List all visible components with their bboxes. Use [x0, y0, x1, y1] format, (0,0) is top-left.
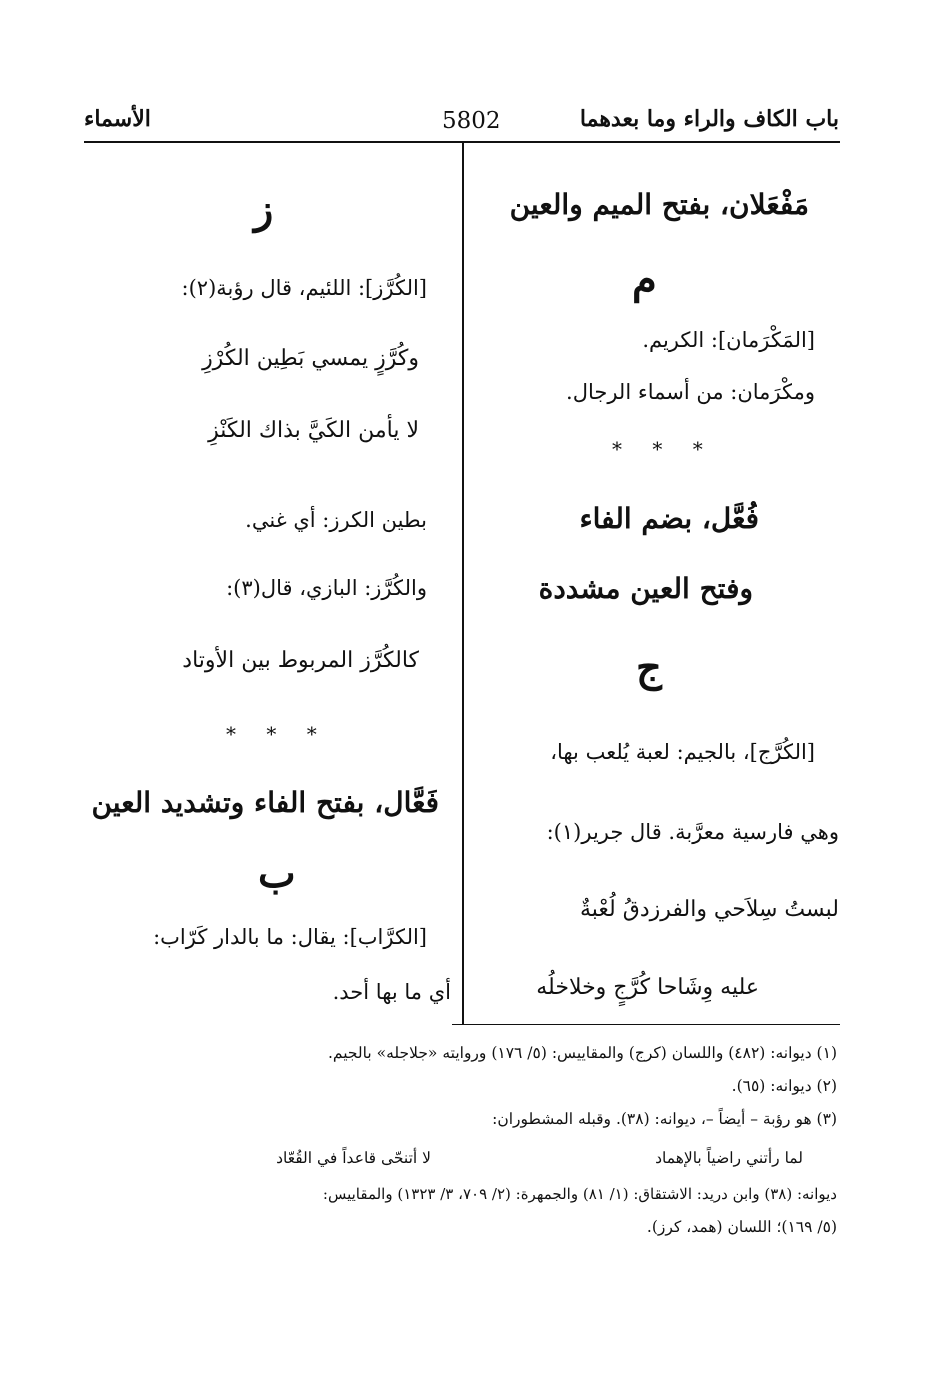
entry-makraman: [المَكْرَمان]: الكريم. — [642, 328, 815, 352]
verse-ruba-1: وكُرَّزٍ يمسي بَطِين الكُرْزِ — [202, 346, 419, 371]
letter-heading-zay: ز — [254, 186, 274, 233]
footnote-3-sources-cont: (٥/ ١٦٩)؛ اللسان (همد، كرز). — [646, 1218, 837, 1236]
entry-karrab: [الكرَّاب]: يقال: ما بالدار كَرّاب: — [153, 925, 427, 949]
footnote-3: (٣) هو رؤبة – أيضاً –، ديوانه: (٣٨). وقبله المشطوران: — [492, 1110, 837, 1128]
letter-heading-ba: ب — [258, 850, 296, 897]
section-heading-fuaal-cont: وفتح العين مشددة — [538, 572, 753, 605]
verse-jarir-2: عليه وِشَاحا كُرَّجٍ وخلاخلُه — [536, 975, 759, 1000]
footnote-3-verse-a: لما رأتني راضياً بالإهماد — [655, 1149, 803, 1167]
gloss-batin: بطين الكرز: أي غني. — [245, 508, 427, 532]
section-heading-fuaal: فُعَّل، بضم الفاء — [579, 502, 759, 535]
column-divider — [462, 143, 464, 1025]
running-header-chapter: باب الكاف والراء وما بعدهما — [579, 106, 839, 132]
footnote-3-verse-b: لا أتنحّى قاعداً في القُعّاد — [276, 1149, 431, 1167]
entry-kurraj-note: وهي فارسية معرَّبة. قال جرير(١): — [546, 820, 839, 844]
section-heading-faaal: فَعَّال، بفتح الفاء وتشديد العين — [91, 786, 439, 819]
letter-heading-mim: م — [632, 256, 657, 303]
running-header-section: الأسماء — [84, 106, 151, 132]
footnote-rule — [452, 1024, 840, 1025]
letter-heading-jim: ج — [636, 644, 662, 691]
footnote-1: (١) ديوانه: (٤٨٢) واللسان (كرج) والمقاييس: (٥/ ١٧٦) وروايته «جلاجله» بالجيم. — [327, 1044, 837, 1062]
footnote-3-sources: ديوانه: (٣٨) وابن دريد: الاشتقاق: (١/ ٨١) والجمهرة: (٢/ ٧٠٩، ٣/ ١٣٢٣) والمقاييس: — [322, 1185, 837, 1203]
entry-kurraz: [الكُرَّز]: اللئيم، قال رؤبة(٢): — [181, 276, 427, 300]
section-heading-mafalan: مَفْعَلان، بفتح الميم والعين — [509, 188, 809, 221]
gloss-karrab: أي ما بها أحد. — [332, 980, 451, 1004]
footnote-2: (٢) ديوانه: (٦٥). — [731, 1077, 837, 1095]
verse-bazi: كالكُرَّز المربوط بين الأوتاد — [182, 648, 419, 673]
section-separator: * * * — [226, 722, 329, 746]
verse-ruba-2: لا يأمن الكَيَّ بذاك الكَنْزِ — [208, 418, 419, 443]
entry-kurraj: [الكُرَّج]، بالجيم: لعبة يُلعب بها، — [550, 740, 815, 764]
entry-kurraz-bazi: والكُرَّز: البازي، قال(٣): — [226, 576, 427, 600]
verse-jarir-1: لبستُ سِلاَحي والفرزدقُ لُعْبةٌ — [580, 897, 839, 922]
page-number: 5802 — [442, 108, 501, 134]
entry-makraman-name: ومكْرَمان: من أسماء الرجال. — [566, 380, 815, 404]
section-separator: * * * — [612, 437, 715, 461]
